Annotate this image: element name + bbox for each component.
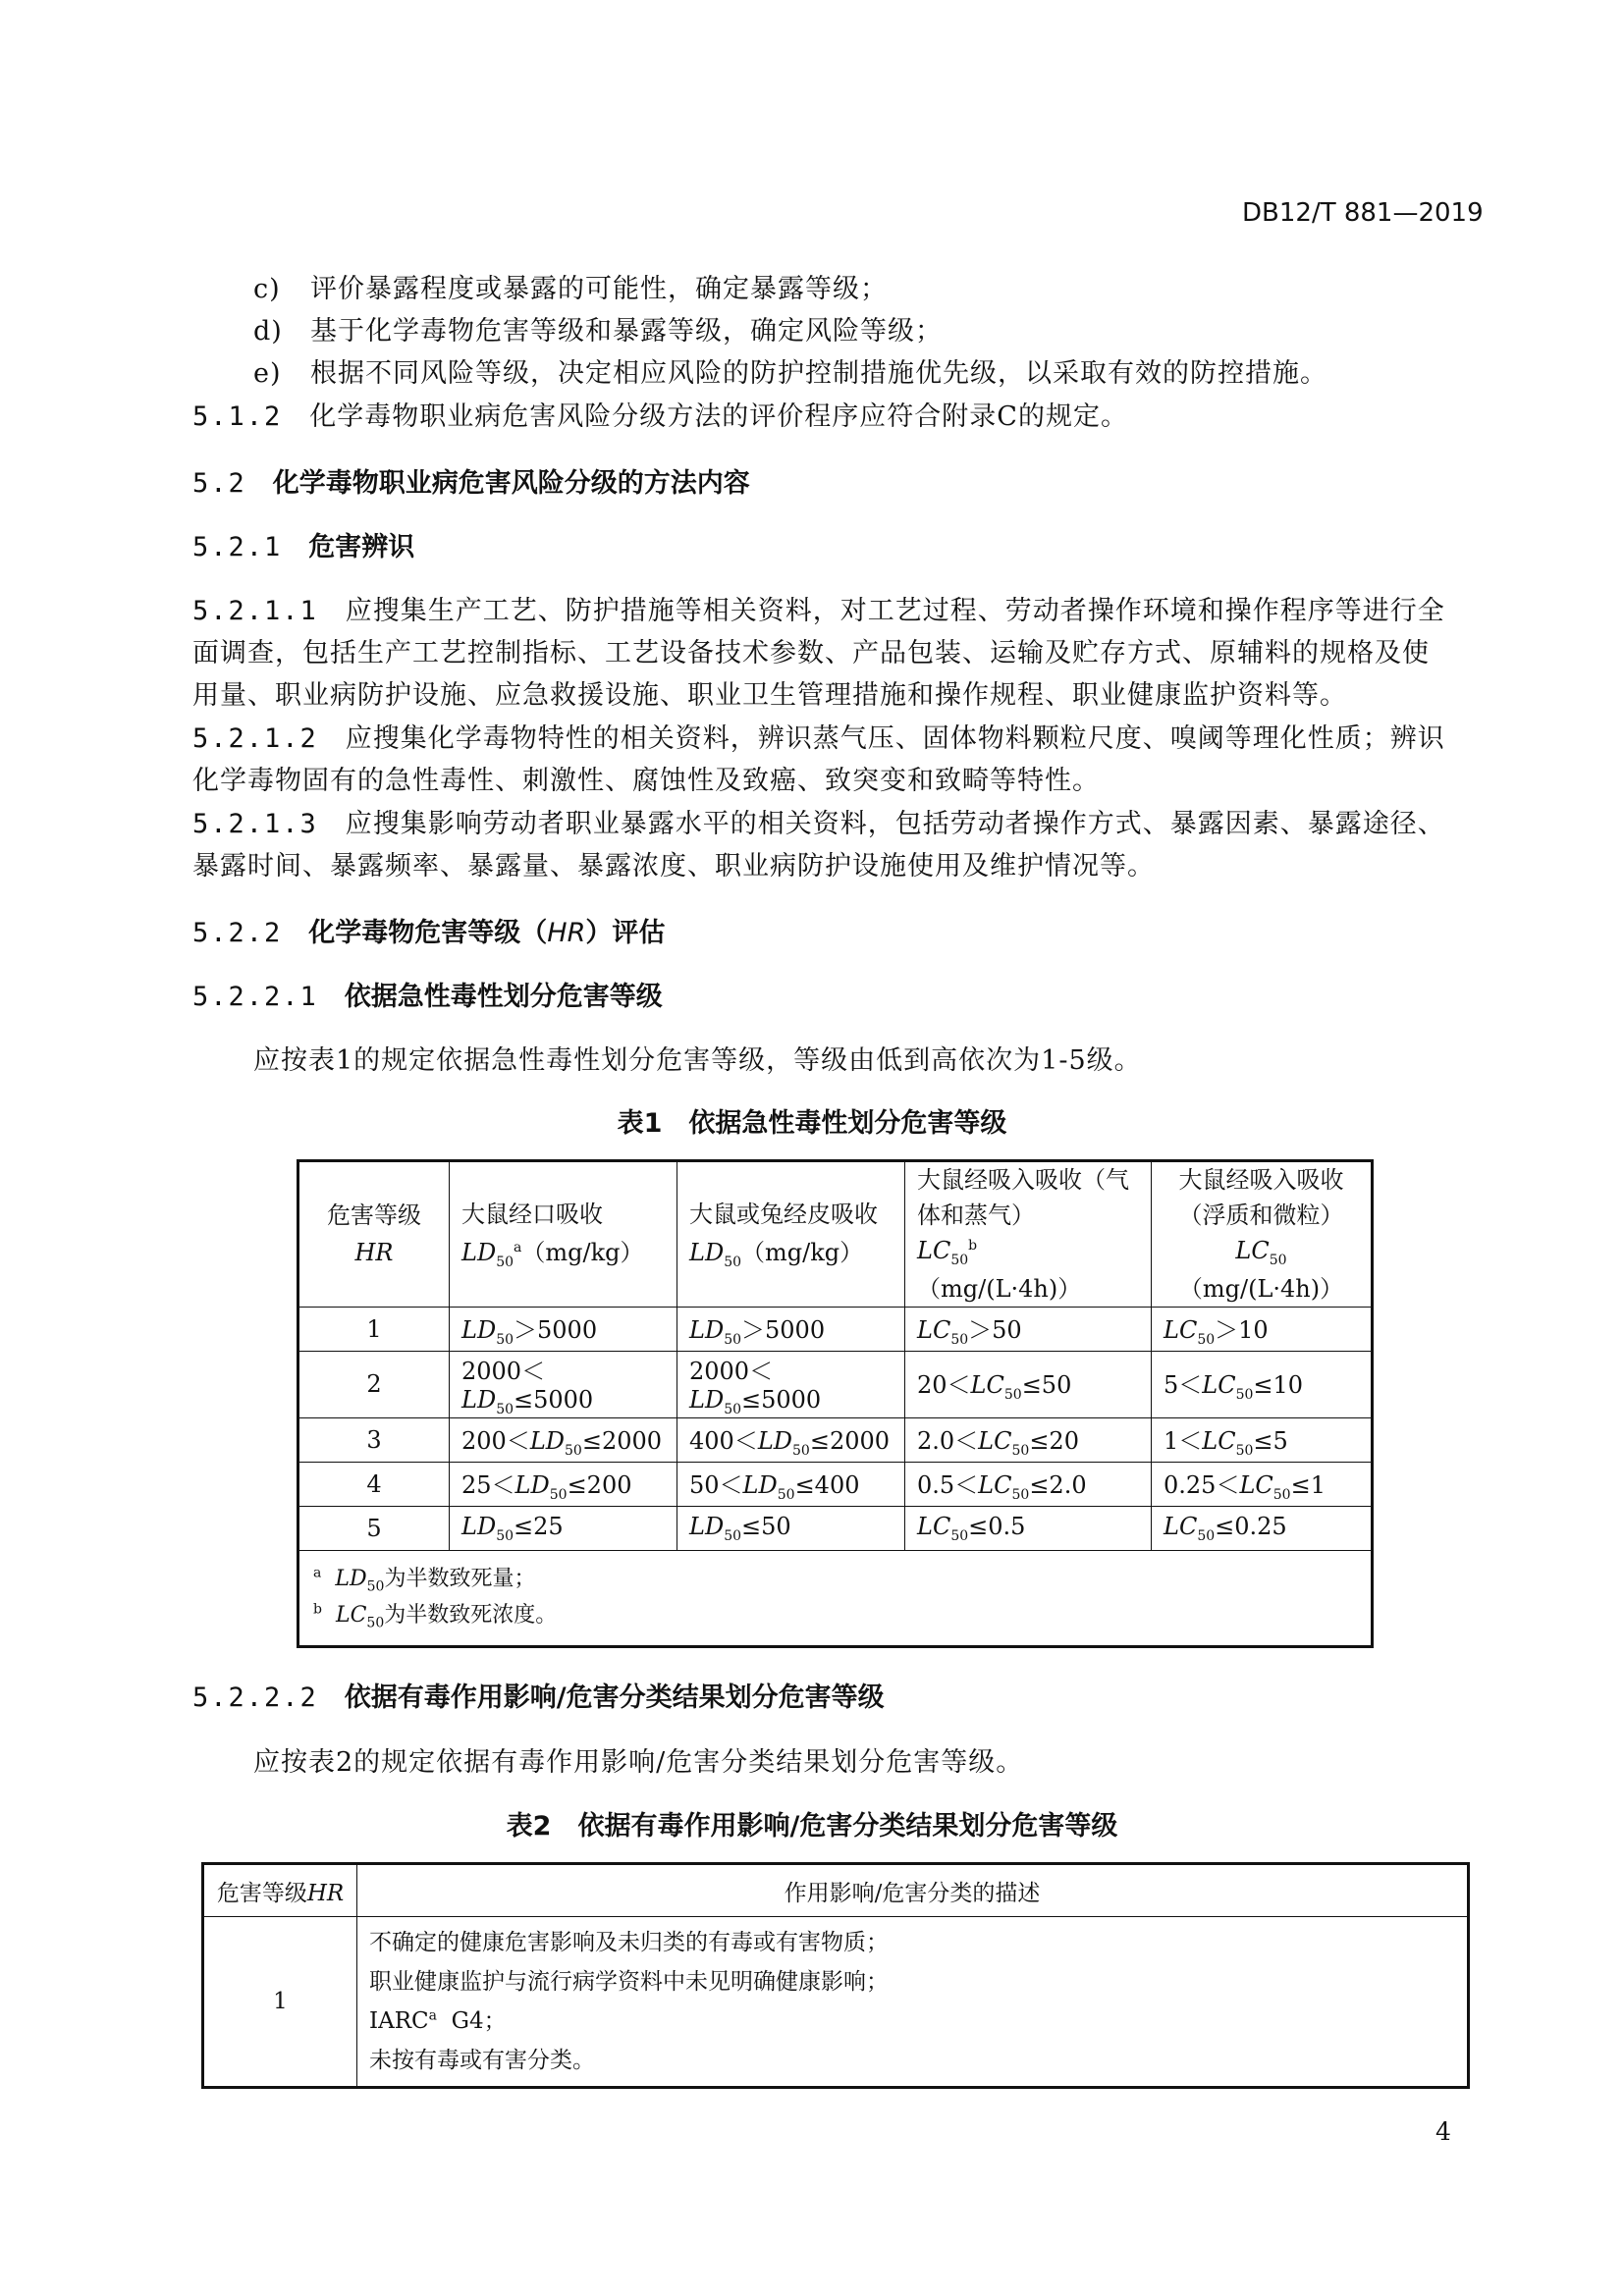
document-code: DB12/T 881—2019 xyxy=(1242,198,1484,228)
clause-5-1-2: 5.1.2 化学毒物职业病危害风险分级方法的评价程序应符合附录C的规定。 xyxy=(192,401,1128,432)
page-number: 4 xyxy=(1435,2117,1451,2146)
section-heading: 5.2.1 危害辨识 xyxy=(192,532,415,562)
row-level: 1 xyxy=(203,1917,357,2088)
table-note: $^b$ $LC_{50}$为半数致死浓度。 xyxy=(313,1601,558,1630)
table2-intro: 应按表2的规定依据有毒作用影响/危害分类结果划分危害等级。 xyxy=(253,1747,1024,1778)
section-heading: 5.2.2.1 依据急性毒性划分危害等级 xyxy=(192,982,663,1012)
table-row: 5 $LD_{50}\le 25$ $LD_{50}\le 50$ $LC_{50}\le 0.5$ $LC_{50}\le 0.25$ xyxy=(298,1506,1373,1550)
header-description: 作用影响/危害分类的描述 xyxy=(357,1864,1469,1917)
paragraph-line: 5.2.1.2 应搜集化学毒物特性的相关资料，辨识蒸气压、固体物料颗粒尺度、嗅阈等理化性质；辨识 xyxy=(192,723,1445,754)
header-level: 危害等级 HR xyxy=(298,1161,450,1308)
table1-notes xyxy=(298,1550,1373,1646)
table-row xyxy=(203,1917,1469,2088)
paragraph-line: 5.2.1.1 应搜集生产工艺、防护措施等相关资料，对工艺过程、劳动者操作环境和操作程序等进行全 xyxy=(192,596,1445,626)
paragraph-line: 用量、职业病防护设施、应急救援设施、职业卫生管理措施和操作规程、职业健康监护资料等。 xyxy=(192,680,1347,711)
table-note: $^a$ $LD_{50}$为半数致死量； xyxy=(313,1565,536,1595)
header-oral: 大鼠经口吸收 $LD_{50}^a(mg/kg)$ xyxy=(450,1161,677,1308)
paragraph-line: 化学毒物固有的急性毒性、刺激性、腐蚀性及致癌、致突变和致畸等特性。 xyxy=(192,766,1100,796)
paragraph-line: 面调查，包括生产工艺控制指标、工艺设备技术参数、产品包装、运输及贮存方式、原辅料的规格及使 xyxy=(192,638,1430,668)
list-item: d) 基于化学毒物危害等级和暴露等级，确定风险等级； xyxy=(253,316,943,347)
header-dermal: 大鼠或兔经皮吸收 $LD_{50}(mg/kg)$ xyxy=(677,1161,905,1308)
table2 xyxy=(201,1862,1470,2089)
table1-caption: 表1 依据急性毒性划分危害等级 xyxy=(617,1108,1007,1139)
table1-intro: 应按表1的规定依据急性毒性划分危害等级，等级由低到高依次为1-5级。 xyxy=(253,1045,1142,1076)
table-row: 1 $LD_{50}>5000$ $LD_{50}>5000$ $LC_{50}>50$ $LC_{50}>10$ xyxy=(298,1307,1373,1351)
table1 xyxy=(297,1159,1374,1648)
section-heading: 5.2 化学毒物职业病危害风险分级的方法内容 xyxy=(192,468,750,499)
table-row: 4 $25<LD_{50}\le 200$ $50<LD_{50}\le 400$ $0.5<LC_{50}\le 2.0$ $0.25<LC_{50}\le 1$ xyxy=(298,1462,1373,1506)
list-item: e) 根据不同风险等级，决定相应风险的防护控制措施优先级，以采取有效的防控措施。 xyxy=(253,358,1327,389)
table2-caption: 表2 依据有毒作用影响/危害分类结果划分危害等级 xyxy=(506,1811,1118,1842)
paragraph-line: 5.2.1.3 应搜集影响劳动者职业暴露水平的相关资料，包括劳动者操作方式、暴露因素、暴露途径、 xyxy=(192,809,1445,839)
table-row: 3 $200<LD_{50}\le 2000$ $400<LD_{50}\le 2000$ $2.0<LC_{50}\le 20$ $1<LC_{50}\le 5$ xyxy=(298,1417,1373,1462)
list-item: c) 评价暴露程度或暴露的可能性，确定暴露等级； xyxy=(253,274,888,304)
header-inhalation-dust: 大鼠经吸入吸收 （浮质和微粒） $LC_{50}(mg/(L\cdot 4h))$ xyxy=(1152,1161,1373,1308)
paragraph-line: 暴露时间、暴露频率、暴露量、暴露浓度、职业病防护设施使用及维护情况等。 xyxy=(192,851,1155,881)
header-level: 危害等级HR xyxy=(203,1864,357,1917)
section-heading: 5.2.2 化学毒物危害等级（HR）评估 xyxy=(192,918,666,948)
header-inhalation-gas: 大鼠经吸入吸收（气 体和蒸气） $LC_{50}^b(mg/(L\cdot 4h))$ xyxy=(905,1161,1152,1308)
table-row: 2 $2000<LD_{50}\le 5000$ $2000<LD_{50}\le 5000$ $20<LC_{50}\le 50$ $5<LC_{50}\le 10$ xyxy=(298,1351,1373,1417)
row-description: 不确定的健康危害影响及未归类的有毒或有害物质； 职业健康监护与流行病学资料中未见明确健康影响； IARC$^a$ G4； 未按有毒或有害分类。 xyxy=(357,1917,1469,2088)
section-heading: 5.2.2.2 依据有毒作用影响/危害分类结果划分危害等级 xyxy=(192,1682,885,1713)
